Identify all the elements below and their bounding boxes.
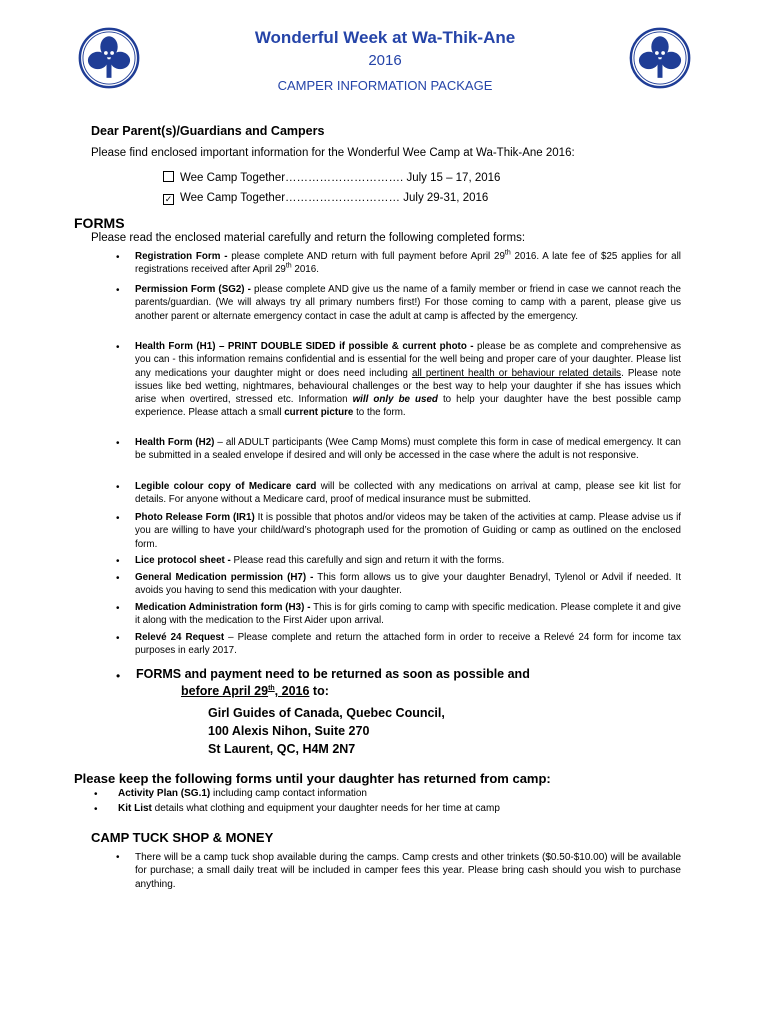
list-item: General Medication permission (H7) - This form allows us to give your daughter Benadryl, Tylenol or Advil if needed. It avoids you having to send this medication with your daughter. xyxy=(135,572,681,597)
checkbox-empty-icon xyxy=(163,171,174,182)
address-line: St Laurent, QC, H4M 2N7 xyxy=(208,742,356,756)
salutation: Dear Parent(s)/Guardians and Campers xyxy=(91,124,325,138)
list-item: Relevé 24 Request – Please complete and return the attached form in order to receive a Relevé 24 form for income tax purposes in early 2017. xyxy=(135,632,682,657)
list-item: Permission Form (SG2) - please complete AND give us the name of a family member or friend in case we cannot reach the parents/guardian. (We will always try all primary numbers first!) For those coming to camp with a parent, please give us another parent or alternate emergency contact in case the adult at camp is affected by the emergency. xyxy=(135,284,681,322)
bullet-icon: • xyxy=(116,573,120,584)
bullet-icon: • xyxy=(116,556,120,567)
list-item: Medication Administration form (H3) - This is for girls coming to camp with specific medication. Please complete it and give it along with the medication to the First Aider upon arrival. xyxy=(135,602,681,627)
address-line: Girl Guides of Canada, Quebec Council, xyxy=(208,706,445,720)
return-note-line1: FORMS and payment need to be returned as soon as possible and xyxy=(136,667,530,681)
forms-heading: FORMS xyxy=(74,215,125,231)
bullet-icon: • xyxy=(116,633,120,644)
list-item: Activity Plan (SG.1) including camp contact information xyxy=(118,788,367,799)
bullet-icon: • xyxy=(116,852,120,863)
session-option: ✓ Wee Camp Together………………………… July 29-31, 2016 xyxy=(164,192,489,204)
forms-intro: Please read the enclosed material carefully and return the following completed forms: xyxy=(91,232,526,244)
list-item: Health Form (H1) – PRINT DOUBLE SIDED if possible & current photo - please be as complete and comprehensive as you can - this information remains confidential and is essential for the well being and proper care of your daughter. Please list any medications your daughter might or does need including all pertinent health or behaviour related details. Please note issues like bed wetting, nightmares, behavioural challenges or the best way to help your daughter if she has issues which arise when overtired, stressed etc. Information will only be used to help your daughter have the best possible camp experience. Please attach a small current picture to the form. xyxy=(135,341,682,419)
bullet-icon: • xyxy=(94,789,98,800)
list-item: Kit List details what clothing and equipment your daughter needs for her time at camp xyxy=(118,803,500,814)
list-item: Health Form (H2) – all ADULT participants (Wee Camp Moms) must complete this form in case of medical emergency. It can be submitted in a sealed envelope if desired and will only be accessed in the case where the adult is not responsive. xyxy=(135,437,681,462)
page-year: 2016 xyxy=(368,52,402,69)
keep-heading: Please keep the following forms until your daughter has returned from camp: xyxy=(74,771,551,786)
address-line: 100 Alexis Nihon, Suite 270 xyxy=(208,724,370,738)
bullet-icon: • xyxy=(116,285,120,296)
page-subtitle: CAMPER INFORMATION PACKAGE xyxy=(277,78,493,93)
bullet-icon: • xyxy=(116,482,120,493)
session-option: Wee Camp Together…………………………. July 15 – 17, 2016 xyxy=(163,170,500,184)
bullet-icon: • xyxy=(116,342,120,353)
bullet-icon: • xyxy=(116,438,120,449)
intro-text: Please find enclosed important information for the Wonderful Wee Camp at Wa-Thik-Ane 2016: xyxy=(91,147,575,159)
list-item: Lice protocol sheet - Please read this carefully and sign and return it with the forms. xyxy=(135,555,505,566)
bullet-icon: • xyxy=(116,603,120,614)
bullet-icon: • xyxy=(116,669,121,683)
list-item: Legible colour copy of Medicare card will be collected with any medications on arrival at camp, please see kit list for details. For anyone without a Medicare card, proof of medical insurance must be submitted. xyxy=(135,481,682,506)
page-title: Wonderful Week at Wa-Thik-Ane xyxy=(254,28,516,47)
list-item: Photo Release Form (IR1) It is possible that photos and/or videos may be taken of the activities at camp. Please advise us if you are willing to have your child/ward’s photograph used for the promotion of Guiding or camp as outlined on the enclosed form. xyxy=(135,512,681,550)
list-item: Registration Form - please complete AND return with full payment before April 29th 2016. A late fee of $25 applies for all registrations received after April 29th 2016. xyxy=(135,249,681,276)
bullet-icon: • xyxy=(94,804,98,815)
tuck-shop-heading: CAMP TUCK SHOP & MONEY xyxy=(91,830,274,845)
bullet-icon: • xyxy=(116,252,120,263)
bullet-icon: • xyxy=(116,513,120,524)
return-note-line2: before April 29th, 2016 to: xyxy=(181,684,329,698)
checkbox-checked-icon: ✓ xyxy=(164,194,173,204)
tuck-shop-text: There will be a camp tuck shop available during the camps. Camp crests and other trinkets ($0.50-$10.00) will be available for purchase; a small daily treat will be included in camper fees this year. Please bring cash should you wish to purchase anything. xyxy=(135,852,681,890)
